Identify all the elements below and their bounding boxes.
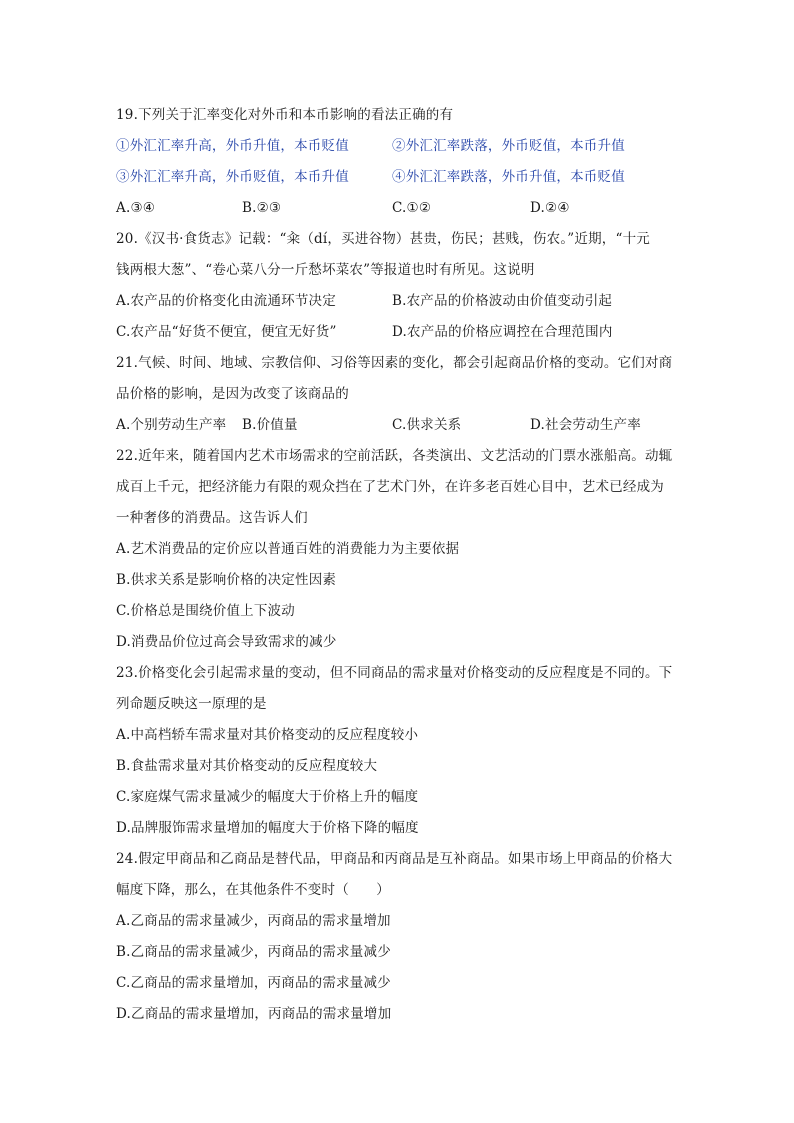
q21-options — [116, 410, 696, 441]
q19-item-4: ④外汇汇率跌落，外币升值，本币贬值 — [392, 169, 625, 185]
q24-option-b: B.乙商品的需求量减少，丙商品的需求量减少 — [116, 944, 391, 960]
q21-option-a: A.个别劳动生产率 — [116, 417, 227, 433]
q21-option-b: B.价值量 — [242, 417, 298, 433]
q23-option-a: A.中高档轿车需求量对其价格变动的反应程度较小 — [116, 727, 419, 743]
q22-stem-line-3: 一种奢侈的消费品。这告诉人们 — [116, 510, 308, 526]
q21-stem-line-2: 品价格的影响，是因为改变了该商品的 — [116, 386, 349, 402]
q21-stem-line-1: 21.气候、时间、地域、宗教信仰、习俗等因素的变化，都会引起商品价格的变动。它们对商 — [116, 355, 673, 371]
q19-items-row-1 — [116, 131, 696, 162]
q20-stem-line-1: 20.《汉书·食货志》记载：“籴（dí，买进谷物）甚贵，伤民；甚贱，伤农。”近期，“十元 — [116, 231, 650, 247]
q23-stem-line-2: 列命题反映这一原理的是 — [116, 696, 267, 712]
q21-option-c: C.供求关系 — [392, 417, 462, 433]
q19-option-b: B.②③ — [242, 200, 282, 216]
q20-option-b: B.农产品的价格波动由价值变动引起 — [392, 293, 613, 309]
q24-option-c: C.乙商品的需求量增加，丙商品的需求量减少 — [116, 975, 391, 991]
q22-option-d: D.消费品价位过高会导致需求的减少 — [116, 634, 337, 650]
q23-option-d: D.品牌服饰需求量增加的幅度大于价格下降的幅度 — [116, 820, 419, 836]
q19-option-d: D.②④ — [530, 200, 570, 216]
q24-option-d: D.乙商品的需求量增加，丙商品的需求量增加 — [116, 1006, 392, 1022]
q19-options — [116, 193, 696, 224]
q22-option-a: A.艺术消费品的定价应以普通百姓的消费能力为主要依据 — [116, 541, 460, 557]
q23-option-c: C.家庭煤气需求量减少的幅度大于价格上升的幅度 — [116, 789, 419, 805]
q19-item-3: ③外汇汇率升高，外币贬值，本币升值 — [116, 169, 349, 185]
q20-options-row-1 — [116, 286, 696, 317]
q20-stem-line-2: 钱两根大葱”、“卷心菜八分一斤愁坏菜农”等报道也时有所见。这说明 — [116, 262, 535, 278]
q19-item-1: ①外汇汇率升高，外币升值，本币贬值 — [116, 138, 349, 154]
q19-option-c: C.①② — [392, 200, 432, 216]
q21-option-d: D.社会劳动生产率 — [530, 417, 641, 433]
q22-stem-line-2: 成百上千元，把经济能力有限的观众挡在了艺术门外，在许多老百姓心目中，艺术已经成为 — [116, 479, 664, 495]
q23-option-b: B.食盐需求量对其价格变动的反应程度较大 — [116, 758, 378, 774]
q20-options-row-2 — [116, 317, 696, 348]
q24-option-a: A.乙商品的需求量减少，丙商品的需求量增加 — [116, 913, 391, 929]
q24-stem-line-1: 24.假定甲商品和乙商品是替代品，甲商品和丙商品是互补商品。如果市场上甲商品的价格大 — [116, 851, 673, 867]
q24-stem-line-2: 幅度下降，那么，在其他条件不变时（ ） — [116, 882, 390, 898]
q22-option-b: B.供求关系是影响价格的决定性因素 — [116, 572, 337, 588]
q19-items-row-2 — [116, 162, 696, 193]
q22-stem-line-1: 22.近年来，随着国内艺术市场需求的空前活跃，各类演出、文艺活动的门票水涨船高。动辄 — [116, 448, 673, 464]
q23-stem-line-1: 23.价格变化会引起需求量的变动，但不同商品的需求量对价格变动的反应程度是不同的。下 — [116, 665, 673, 681]
q20-option-a: A.农产品的价格变化由流通环节决定 — [116, 293, 336, 309]
q22-option-c: C.价格总是围绕价值上下波动 — [116, 603, 295, 619]
q20-option-c: C.农产品“好货不便宜，便宜无好货” — [116, 324, 337, 340]
q19-stem: 19.下列关于汇率变化对外币和本币影响的看法正确的有 — [116, 107, 454, 123]
q19-option-a: A.③④ — [116, 200, 156, 216]
exam-page — [116, 100, 696, 1030]
q19-item-2: ②外汇汇率跌落，外币贬值，本币升值 — [392, 138, 625, 154]
q20-option-d: D.农产品的价格应调控在合理范围内 — [392, 324, 613, 340]
